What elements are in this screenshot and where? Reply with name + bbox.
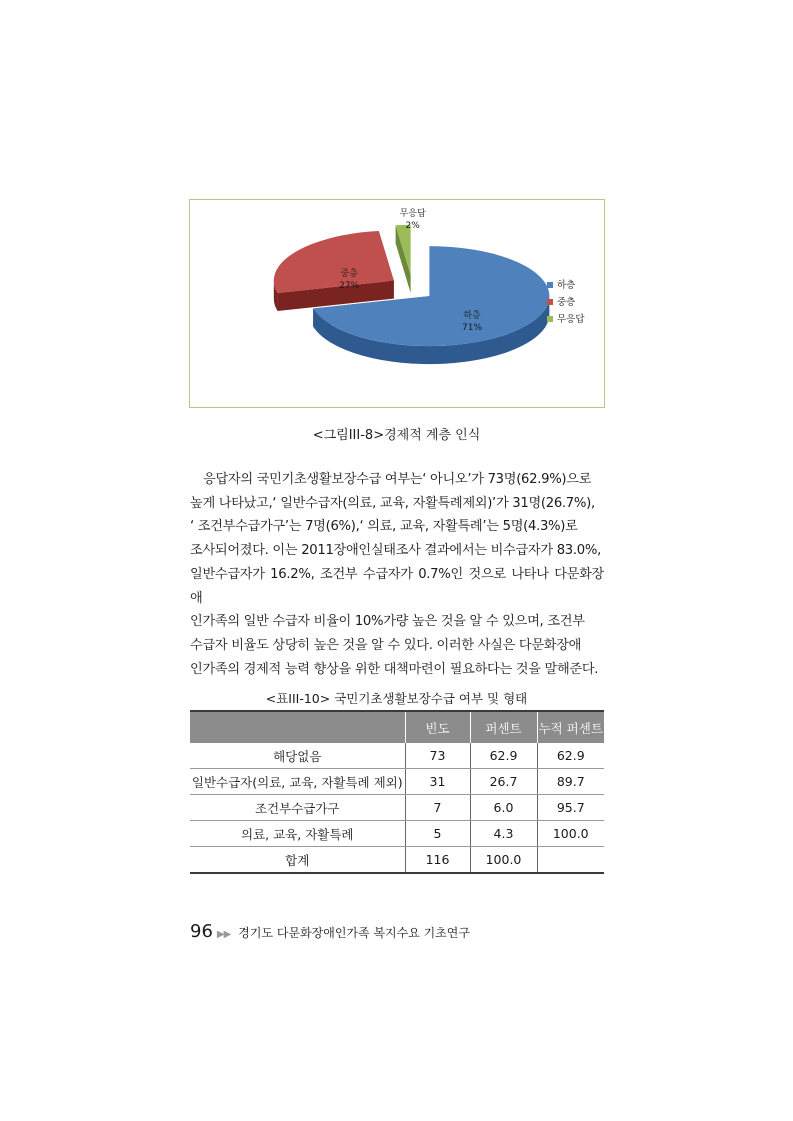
slice-label: 중층 27% — [339, 268, 360, 291]
arrow-icon: ▶▶ — [216, 929, 231, 940]
table-cell: 73 — [405, 743, 470, 769]
table-cell: 일반수급자(의료, 교육, 자활특례 제외) — [190, 769, 405, 795]
table-cell: 해당없음 — [190, 743, 405, 769]
figure-caption: <그림III-8>경제적 계층 인식 — [312, 428, 481, 443]
paragraph-line: 인가족의 일반 수급자 비율이 10%가량 높은 것을 알 수 있으며, 조건부 — [190, 614, 585, 630]
body-paragraph — [190, 468, 604, 681]
table-cell: 62.9 — [470, 743, 537, 769]
legend-label: 하층 — [557, 280, 576, 291]
table-cell: 5 — [405, 821, 470, 847]
table-row — [190, 743, 604, 769]
paragraph-line: 일반수급자가 16.2%, 조건부 수급자가 0.7%인 것으로 나타나 다문화장애 — [190, 566, 604, 606]
table-cell: 7 — [405, 795, 470, 821]
legend-label: 중층 — [557, 297, 576, 308]
table-cell: 합계 — [190, 847, 405, 874]
table-row — [190, 847, 604, 874]
table-header-cell — [190, 711, 405, 743]
table-row — [190, 769, 604, 795]
table-cell: 조건부수급가구 — [190, 795, 405, 821]
table-cell: 116 — [405, 847, 470, 874]
legend-label: 무응답 — [557, 314, 585, 325]
table-cell: 100.0 — [537, 821, 604, 847]
table-cell: 62.9 — [537, 743, 604, 769]
table-cell: 의료, 교육, 자활특례 — [190, 821, 405, 847]
table-cell: 6.0 — [470, 795, 537, 821]
pie-chart-svg — [190, 200, 604, 407]
book-title: 경기도 다문화장애인가족 복지수요 기초연구 — [238, 926, 470, 940]
table-cell: 100.0 — [470, 847, 537, 874]
legend-swatch — [547, 299, 553, 305]
table-cell: 31 — [405, 769, 470, 795]
paragraph-line: 높게 나타났고,‘ 일반수급자(의료, 교육, 자활특례제외)’가 31명(26.7%), — [190, 495, 595, 511]
table-row — [190, 821, 604, 847]
legend-swatch — [547, 316, 553, 322]
table-cell: 4.3 — [470, 821, 537, 847]
paragraph-line: 인가족의 경제적 능력 향상을 위한 대책마련이 필요하다는 것을 말해준다. — [190, 661, 599, 677]
page-footer — [190, 921, 470, 942]
data-table — [190, 710, 604, 874]
table-header-cell: 퍼센트 — [470, 711, 537, 743]
table-row — [190, 795, 604, 821]
table-header-cell: 누적 퍼센트 — [537, 711, 604, 743]
table-cell — [537, 847, 604, 874]
table-cell: 26.7 — [470, 769, 537, 795]
table-header-cell: 빈도 — [405, 711, 470, 743]
paragraph-line: 응답자의 국민기초생활보장수급 여부는‘ 아니오’가 73명(62.9%)으로 — [203, 472, 592, 487]
pie-slice — [396, 225, 411, 293]
slice-label: 하층 71% — [462, 310, 483, 333]
table-header-row — [190, 711, 604, 743]
page-number: 96 — [190, 921, 213, 942]
pie-slice — [274, 231, 394, 311]
pie-chart — [189, 199, 605, 408]
paragraph-line: 수급자 비율도 상당히 높은 것을 알 수 있다. 이러한 사실은 다문화장애 — [190, 637, 582, 653]
slice-label: 무응답 2% — [399, 209, 426, 231]
paragraph-line: ‘ 조건부수급가구’는 7명(6%),‘ 의료, 교육, 자활특례’는 5명(4.3%)로 — [190, 519, 578, 535]
table-cell: 89.7 — [537, 769, 604, 795]
table-caption: <표III-10> 국민기초생활보장수급 여부 및 형태 — [265, 691, 528, 706]
table-cell: 95.7 — [537, 795, 604, 821]
legend-swatch — [547, 282, 553, 288]
paragraph-line: 조사되어졌다. 이는 2011장애인실태조사 결과에서는 비수급자가 83.0%, — [190, 543, 601, 559]
